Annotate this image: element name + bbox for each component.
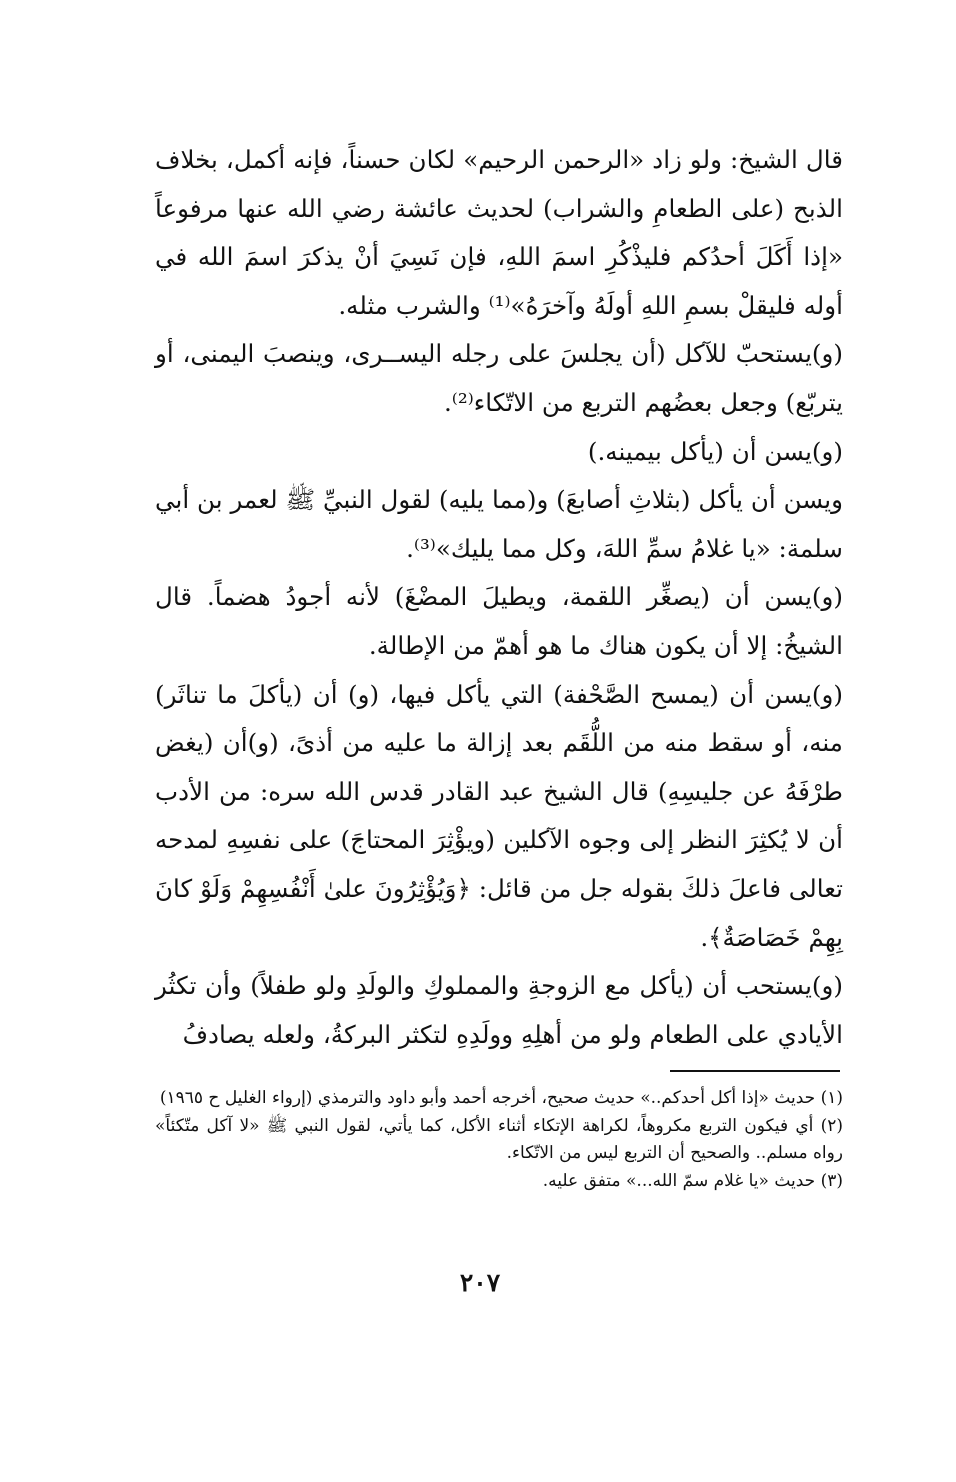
footnotes bbox=[155, 1085, 843, 1195]
paragraph: (و)يسن أن (يأكل بيمينه.) bbox=[587, 436, 843, 466]
paragraph: (و)يستحبّ للآكل (أن يجلسَ على رجله اليســرى، وينصبَ اليمنى، أو يتربّع) وجعل بعضُهم التربع من الاتّكاء⁽²⁾. bbox=[155, 339, 843, 417]
paragraph: (و)يسن أن (يمسح الصَّحْفة) التي يأكل فيها، (و) أن (يأكلَ ما تناثَر) منه، أو سقط منه من اللُّقَم بعد إزالة ما عليه من أذىً، (و)أن (يغض طرْفَهُ عن جليسِهِ) قال الشيخ عبد القادر قدس الله سره: من الأدب أن لا يُكثِرَ النظر إلى وجوه الآكلين (ويؤْثِرَ المحتاجَ) على نفسِهِ لمدحه تعالى فاعلَ ذلكَ بقوله جل من قائل: ﴿وَيُؤْثِرُونَ علىٰ أَنْفُسِهِمْ وَلَوْ كانَ بِهِمْ خَصَاصَةٌ﴾. bbox=[155, 679, 843, 952]
main-text bbox=[155, 136, 843, 1059]
footnote: (٣) حديث «يا غلام سمّ الله...» متفق عليه. bbox=[542, 1170, 843, 1191]
paragraph: (و)يسن أن (يصغِّر اللقمة، ويطيلَ المضْغَ) لأنه أجودُ هضماً. قال الشيخُ: إلا أن يكون هناك ما هو أهمّ من الإطالة. bbox=[155, 582, 843, 660]
page-number: ٢٠٧ bbox=[459, 1268, 501, 1297]
footnote: (١) حديث «إذا أكل أحدكم..» حديث صحيح، أخرجه أحمد وأبو داود والترمذي (إرواء الغليل ح ١٩٦٥) bbox=[159, 1088, 843, 1108]
paragraph: ويسن أن يأكل (بثلاثِ أصابعَ) و(مما يليه) لقول النبيِّ ﷺ لعمر بن أبي سلمة: «يا غلامُ سمِّ اللهَ، وكل مما يليك»⁽³⁾. bbox=[155, 485, 843, 563]
paragraph: (و)يستحب أن (يأكل مع الزوجةِ والمملوكِ والولَدِ ولو طفلاً) وأن تكثُر الأيادي على الطعام ولو من أهلِهِ وولَدِهِ لتكثر البركةُ، ولعله يصادفُ bbox=[155, 971, 843, 1049]
footnote: (٢) أي فيكون التربع مكروهاً، لكراهة الإتكاء أثناء الأكل، كما يأتي، لقول النبي ﷺ «لا آكل متّكئاً» رواه مسلم.. والصحيح أن التربع ليس من الاتّكاء. bbox=[155, 1115, 843, 1163]
footnote-separator bbox=[670, 1070, 840, 1072]
paragraph: قال الشيخ: ولو زاد «الرحمن الرحيم» لكان حسناً، فإنه أكمل، بخلاف الذبح (على الطعامِ والشراب) لحديث عائشة رضي الله عنها مرفوعاً «إذا أَكَلَ أحدُكم فليذْكُرِ اسمَ اللهِ، فإن نَسِيَ أنْ يذكرَ اسمَ الله في أوله فليقلْ بسمِ اللهِ أولَهُ وآخرَهُ»⁽¹⁾ والشرب مثله. bbox=[155, 145, 843, 320]
